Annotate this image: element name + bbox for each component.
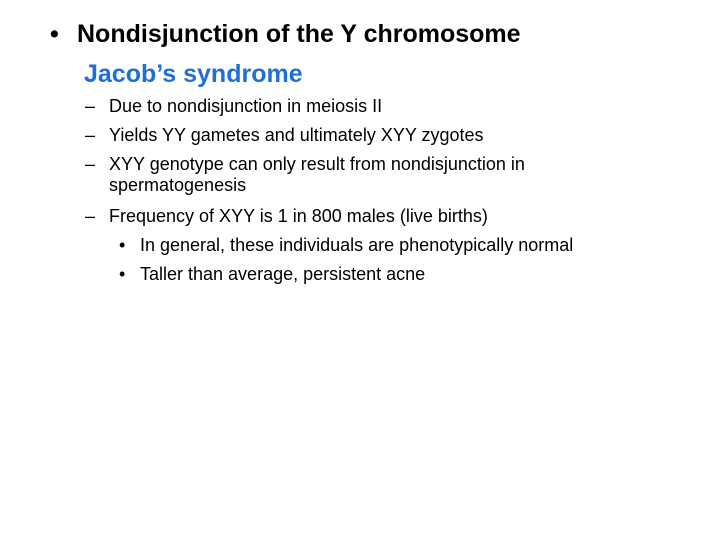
dash-icon: –: [85, 125, 96, 145]
sub-list-item-text: Taller than average, persistent acne: [140, 264, 426, 284]
list-item: [85, 154, 525, 196]
sub-list-item: [119, 264, 425, 285]
dash-icon: –: [85, 154, 96, 174]
list-item-text: Due to nondisjunction in meiosis II: [109, 96, 383, 116]
sub-list-item-text: In general, these individuals are phenotypically normal: [140, 235, 574, 255]
list-item: [85, 206, 488, 227]
list-item-text: Frequency of XYY is 1 in 800 males (live births): [109, 206, 488, 226]
list-item-continuation: spermatogenesis: [109, 175, 247, 195]
dash-icon: –: [85, 206, 96, 226]
dash-icon: –: [85, 96, 96, 116]
list-item: [85, 125, 484, 146]
bullet-icon: •: [119, 264, 126, 284]
sub-list-item: [119, 235, 573, 256]
bullet-icon: •: [119, 235, 126, 255]
list-item-text: XYY genotype can only result from nondisjunction in: [109, 154, 525, 174]
heading-bullet-item: [50, 19, 521, 49]
subtitle: Jacob’s syndrome: [84, 60, 303, 88]
list-item-text: Yields YY gametes and ultimately XYY zygotes: [109, 125, 484, 145]
list-item: [85, 96, 382, 117]
heading-text: Nondisjunction of the Y chromosome: [77, 20, 521, 48]
bullet-icon: •: [50, 20, 59, 48]
